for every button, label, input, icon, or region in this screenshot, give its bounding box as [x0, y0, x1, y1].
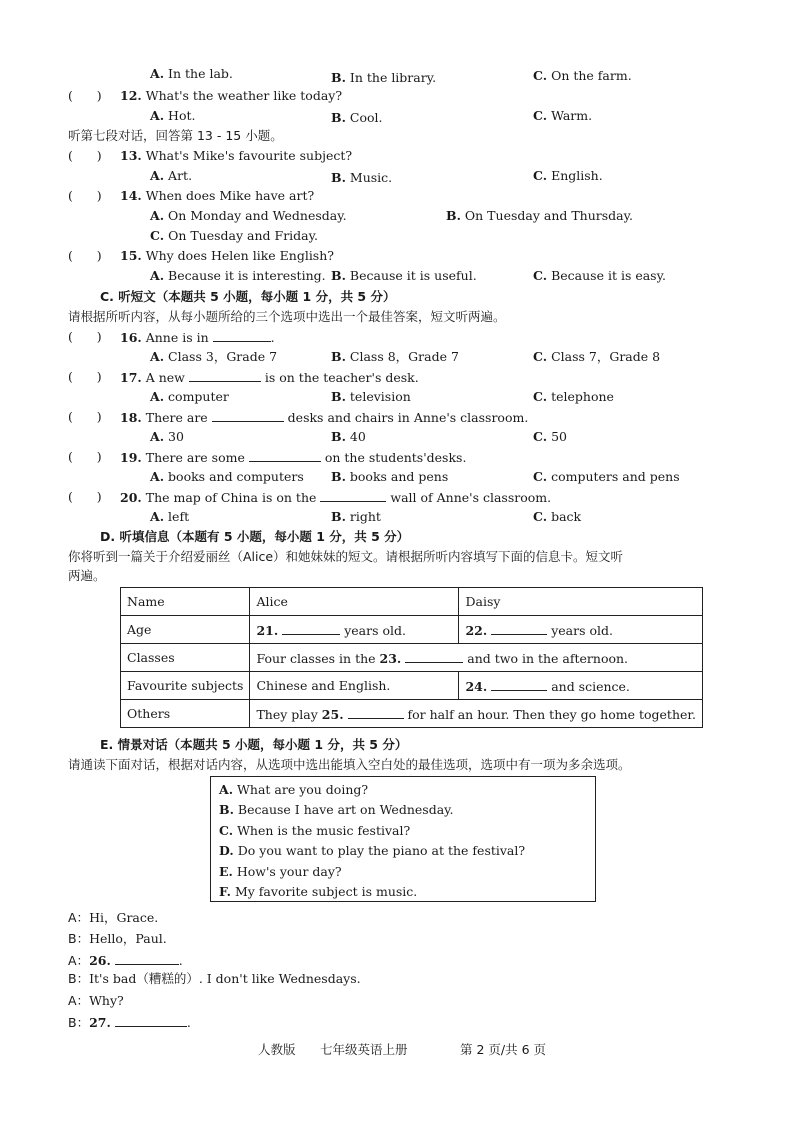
q20-option-c: C. back	[533, 509, 582, 524]
q18-option-a: A. 30	[150, 429, 184, 444]
question-15: 15. Why does Helen like English?	[120, 248, 334, 263]
answer-paren: ( )	[68, 409, 102, 424]
dialogue-line: A：26. .	[68, 953, 183, 968]
box-option-a: A. What are you doing?	[219, 782, 369, 797]
answer-blank-25[interactable]	[348, 706, 404, 719]
dialogue-line: B：27. .	[68, 1015, 191, 1030]
q16-option-b: B. Class 8，Grade 7	[331, 349, 459, 364]
footer-edition: 人教版	[258, 1042, 296, 1057]
dialogue-line: A：Why?	[68, 993, 124, 1008]
info-card-table	[120, 587, 703, 728]
table-cell: 22. years old.	[459, 616, 703, 644]
q15-option-a: A. Because it is interesting.	[150, 268, 326, 283]
q12-option-a: A. Hot.	[150, 108, 196, 123]
dialogue-line: B：Hello，Paul.	[68, 931, 167, 946]
section-e-title: E. 情景对话（本题共 5 小题，每小题 1 分，共 5 分）	[100, 737, 408, 752]
table-cell: 21. years old.	[250, 616, 459, 644]
section-e-instruction: 请通读下面对话，根据对话内容，从选项中选出能填入空白处的最佳选项，选项中有一项为多余选项。	[68, 757, 631, 772]
options-box	[210, 776, 596, 902]
answer-blank-26[interactable]	[115, 952, 179, 965]
answer-blank[interactable]	[320, 489, 386, 502]
question-20: 20. The map of China is on the wall of Anne's classroom.	[120, 490, 552, 505]
table-row	[121, 588, 703, 616]
answer-blank-23[interactable]	[405, 650, 463, 663]
answer-paren: ( )	[68, 248, 102, 263]
q20-option-b: B. right	[331, 509, 381, 524]
question-18: 18. There are desks and chairs in Anne's classroom.	[120, 410, 529, 425]
table-row	[121, 700, 703, 728]
q15-option-b: B. Because it is useful.	[331, 268, 477, 283]
table-row	[121, 616, 703, 644]
table-cell: Favourite subjects	[121, 672, 250, 700]
question-14: 14. When does Mike have art?	[120, 188, 315, 203]
q12-option-b: B. Cool.	[331, 110, 383, 125]
section-c-title: C. 听短文（本题共 5 小题，每小题 1 分，共 5 分）	[100, 289, 396, 304]
answer-blank[interactable]	[249, 449, 321, 462]
dialogue-line: B：It's bad（糟糕的）. I don't like Wednesdays.	[68, 971, 361, 986]
q17-option-c: C. telephone	[533, 389, 614, 404]
q18-option-b: B. 40	[331, 429, 366, 444]
q11-option-a: A. In the lab.	[150, 66, 233, 81]
table-cell: Daisy	[459, 588, 703, 616]
q19-option-a: A. books and computers	[150, 469, 304, 484]
q11-option-b: B. In the library.	[331, 70, 437, 85]
q12-option-c: C. Warm.	[533, 108, 593, 123]
q14-option-c: C. On Tuesday and Friday.	[150, 228, 318, 243]
table-cell: Alice	[250, 588, 459, 616]
answer-paren: ( )	[68, 369, 102, 384]
answer-blank[interactable]	[189, 369, 261, 382]
q13-option-c: C. English.	[533, 168, 603, 183]
q20-option-a: A. left	[150, 509, 190, 524]
question-16: 16. Anne is in .	[120, 330, 275, 345]
question-19: 19. There are some on the students'desks.	[120, 450, 467, 465]
answer-blank[interactable]	[212, 409, 284, 422]
instruction-dialogue-7: 听第七段对话，回答第 13 - 15 小题。	[68, 128, 283, 143]
answer-blank[interactable]	[213, 329, 271, 342]
section-d-instruction-cont: 两遍。	[68, 568, 106, 583]
section-d-instruction: 你将听到一篇关于介绍爱丽丝（Alice）和她妹妹的短文。请根据所听内容填写下面的信息卡。短文听	[68, 549, 624, 564]
question-13: 13. What's Mike's favourite subject?	[120, 148, 353, 163]
footer-subject: 七年级英语上册	[320, 1042, 408, 1057]
q18-option-c: C. 50	[533, 429, 567, 444]
q19-option-c: C. computers and pens	[533, 469, 680, 484]
table-cell: Name	[121, 588, 250, 616]
answer-blank-24[interactable]	[491, 678, 547, 691]
table-row	[121, 672, 703, 700]
q14-option-b: B. On Tuesday and Thursday.	[446, 208, 634, 223]
table-cell: Chinese and English.	[250, 672, 459, 700]
q19-option-b: B. books and pens	[331, 469, 449, 484]
q16-option-a: A. Class 3，Grade 7	[150, 349, 278, 364]
q13-option-b: B. Music.	[331, 170, 393, 185]
question-17: 17. A new is on the teacher's desk.	[120, 370, 419, 385]
section-d-title: D. 听填信息（本题有 5 小题，每小题 1 分，共 5 分）	[100, 529, 410, 544]
q13-option-a: A. Art.	[150, 168, 193, 183]
answer-blank-21[interactable]	[282, 622, 340, 635]
answer-paren: ( )	[68, 88, 102, 103]
q14-option-a: A. On Monday and Wednesday.	[150, 208, 347, 223]
box-option-b: B. Because I have art on Wednesday.	[219, 802, 454, 818]
q17-option-a: A. computer	[150, 389, 229, 404]
q15-option-c: C. Because it is easy.	[533, 268, 666, 283]
table-cell: Others	[121, 700, 250, 728]
q17-option-b: B. television	[331, 389, 411, 404]
answer-paren: ( )	[68, 489, 102, 504]
table-cell: Classes	[121, 644, 250, 672]
table-cell: Age	[121, 616, 250, 644]
answer-blank-27[interactable]	[115, 1014, 187, 1027]
section-c-instruction: 请根据所听内容，从每小题所给的三个选项中选出一个最佳答案，短文听两遍。	[68, 309, 506, 324]
answer-paren: ( )	[68, 449, 102, 464]
table-cell: Four classes in the 23. and two in the afternoon.	[250, 644, 703, 672]
answer-paren: ( )	[68, 329, 102, 344]
footer-page-number: 第 2 页/共 6 页	[460, 1042, 547, 1057]
table-cell: They play 25. for half an hour. Then they go home together.	[250, 700, 703, 728]
box-option-e: E. How's your day?	[219, 863, 342, 879]
table-row	[121, 644, 703, 672]
answer-blank-22[interactable]	[491, 622, 547, 635]
box-option-f: F. My favorite subject is music.	[219, 884, 418, 900]
answer-paren: ( )	[68, 148, 102, 163]
box-option-d: D. Do you want to play the piano at the festival?	[219, 843, 526, 859]
question-12: 12. What's the weather like today?	[120, 88, 343, 103]
answer-paren: ( )	[68, 188, 102, 203]
dialogue-line: A：Hi，Grace.	[68, 910, 159, 925]
box-option-c: C. When is the music festival?	[219, 822, 411, 838]
q16-option-c: C. Class 7，Grade 8	[533, 349, 661, 364]
table-cell: 24. and science.	[459, 672, 703, 700]
q11-option-c: C. On the farm.	[533, 68, 632, 83]
